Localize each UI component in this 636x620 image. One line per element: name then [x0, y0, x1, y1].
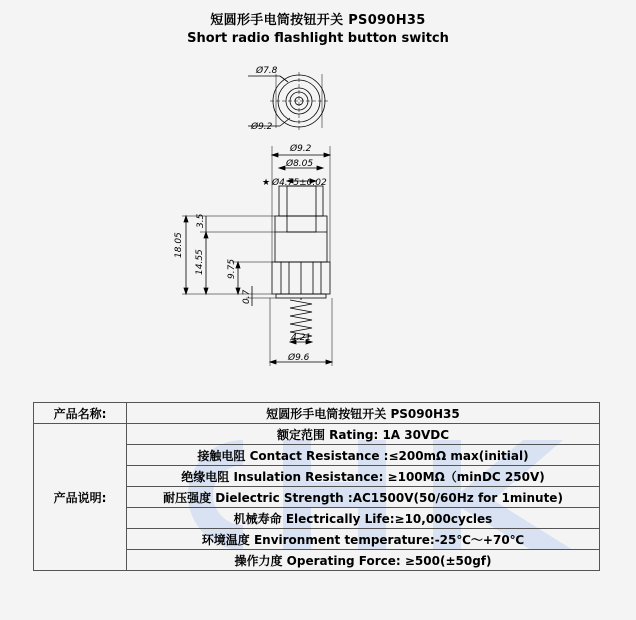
- page-title-chinese: 短圆形手电筒按钮开关 PS090H35: [210, 13, 426, 28]
- dim-top-outer: Ø7.8: [256, 66, 278, 76]
- dim-body-width: Ø9.2: [290, 144, 312, 154]
- spec-environment-temperature: 环境温度 Environment temperature:-25℃～+70℃: [127, 529, 600, 550]
- spec-insulation-resistance: 绝缘电阻 Insulation Resistance: ≥100MΩ（minDC 250V): [127, 466, 600, 487]
- dim-flange: 0.7: [242, 289, 252, 304]
- dim-body-height: 14.55: [195, 249, 205, 275]
- product-desc-label: 产品说明:: [34, 424, 127, 571]
- spec-contact-resistance: 接触电阻 Contact Resistance :≤200mΩ max(initial): [127, 445, 600, 466]
- star-mark: ★: [262, 178, 271, 188]
- spec-section: [33, 402, 600, 574]
- table-row: [34, 403, 600, 424]
- spec-dielectric-strength: 耐压强度 Dielectric Strength :AC1500V(50/60Hz for 1minute): [127, 487, 600, 508]
- dim-base-width: Ø9.6: [288, 353, 310, 363]
- table-row: [34, 424, 600, 445]
- dim-mid-height: 9.75: [227, 258, 237, 279]
- dim-cap-height: 3.5: [196, 213, 206, 228]
- spec-table: [33, 402, 600, 571]
- spec-electrical-life: 机械寿命 Electrically Life:≥10,000cycles: [127, 508, 600, 529]
- product-name-label: 产品名称:: [34, 403, 127, 424]
- dim-total-height: 18.05: [174, 232, 184, 258]
- dim-cap-width: Ø8.05: [286, 159, 314, 169]
- spec-operating-force: 操作力度 Operating Force: ≥500(±50gf): [127, 550, 600, 571]
- spec-rating: 额定范围 Rating: 1A 30VDC: [127, 424, 600, 445]
- product-name-value: 短圆形手电筒按钮开关 PS090H35: [127, 403, 600, 424]
- dim-spring: 4.21: [291, 333, 312, 343]
- dim-stem: Ø4.75±0.02: [272, 178, 327, 188]
- page-title-english: Short radio flashlight button switch: [187, 31, 449, 46]
- dim-top-base: Ø9.2: [251, 122, 273, 132]
